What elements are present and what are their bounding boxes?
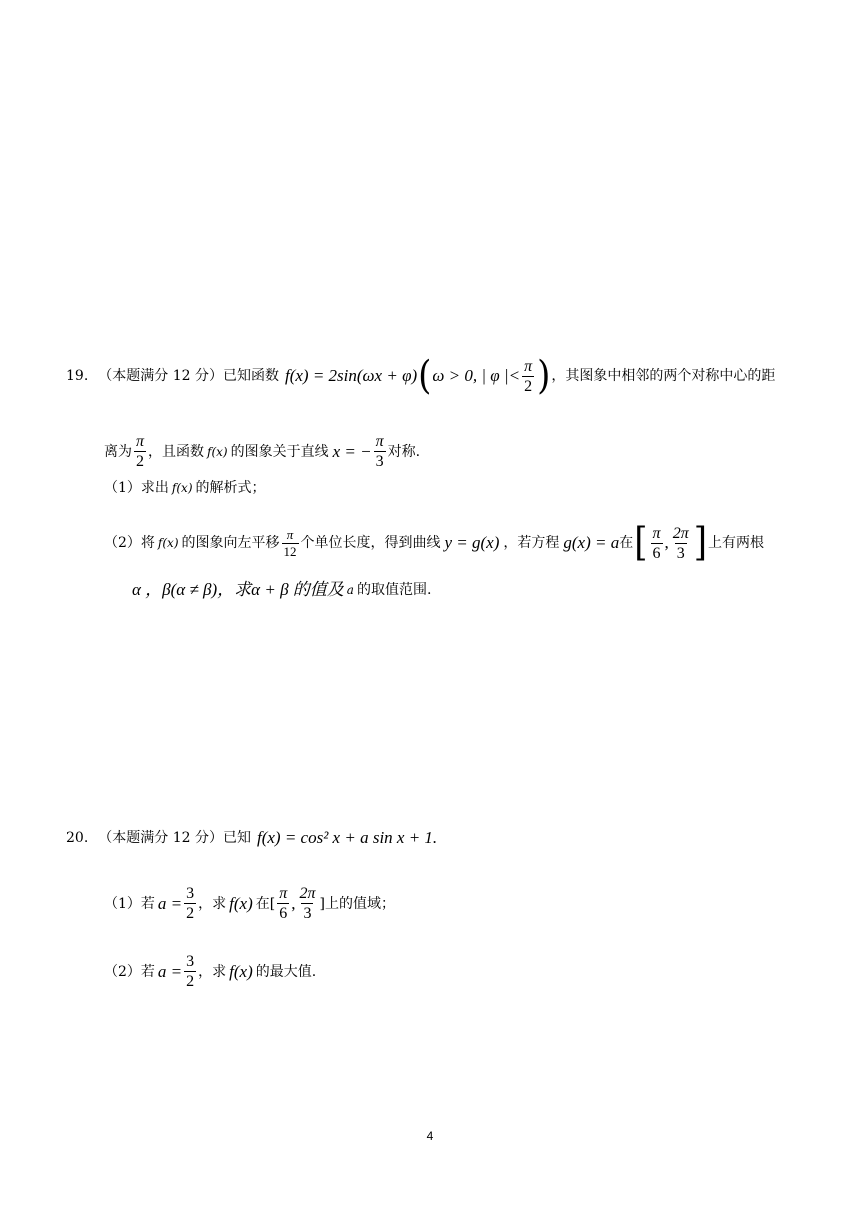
numerator: 3 (186, 953, 195, 970)
frac-pi-over-3 (374, 432, 386, 471)
q19-part-1 (104, 478, 266, 498)
denominator: 3 (676, 544, 685, 562)
frac-3-over-2 (184, 884, 196, 923)
numerator: 2π (672, 524, 689, 542)
left-paren: ( (418, 353, 432, 399)
q19-line4: α ，β(α ≠ β)，求α + β 的值及 (132, 580, 344, 599)
fx: f(x) (207, 444, 228, 459)
q19-stem-a: （本题满分 12 分）已知函数 (98, 368, 279, 384)
q19-line-2 (104, 432, 420, 471)
q19-equation: g(x) = a (563, 533, 620, 552)
q19-part2-b: 的图象向左平移 (181, 535, 280, 551)
fx: f(x) (171, 481, 193, 495)
q20-p1-b: ，求 (198, 895, 227, 912)
q19-number: 19. (66, 368, 89, 384)
q19-function: f(x) = 2sin(ωx + φ) (284, 366, 418, 385)
numerator: 2π (299, 885, 316, 902)
denominator: 3 (303, 905, 312, 922)
fx: f(x) (157, 536, 179, 550)
frac-3-over-2 (184, 952, 196, 991)
q20-p2-c: 的最大值. (255, 963, 317, 980)
numerator: π (524, 357, 533, 375)
fx: f(x) (229, 893, 253, 913)
denominator: 2 (136, 453, 144, 470)
denominator: 2 (186, 973, 195, 990)
a-equals: a = (157, 961, 183, 981)
q19-part2-e: 在 (619, 535, 634, 551)
frac-2pi-over-3 (297, 884, 317, 923)
numerator: 3 (186, 885, 195, 902)
q19-a: a (346, 583, 354, 597)
q20-p1-d: ]上的值域； (319, 895, 395, 912)
q20-stem: （本题满分 12 分）已知 (98, 830, 251, 846)
q20-number: 20. (66, 830, 89, 846)
q19-line-1 (66, 353, 776, 399)
denominator: 6 (652, 544, 661, 562)
frac-pi-over-12 (282, 527, 299, 560)
right-bracket: ] (693, 520, 708, 566)
q20-p1-a: （1）若 (104, 895, 155, 912)
numerator: π (136, 433, 145, 450)
q20-equation: f(x) = cos² x + a sin x + 1. (256, 828, 438, 847)
denominator: 2 (186, 905, 195, 922)
frac-2pi-over-3 (671, 524, 691, 563)
comma: , (291, 893, 296, 913)
q19-line-eq: x = − (332, 441, 372, 461)
denominator: 2 (524, 377, 533, 395)
q19-part2-c: 个单位长度，得到曲线 (300, 535, 441, 551)
q20-part-2 (104, 952, 316, 991)
q19-part1-a: （1）求出 (104, 480, 169, 496)
denominator: 12 (283, 543, 297, 559)
q19-part2-d: ，若方程 (503, 535, 560, 551)
comma: , (664, 533, 669, 552)
q19-line-4 (132, 580, 431, 600)
q20-p2-a: （2）若 (104, 963, 155, 980)
frac-pi-over-6 (277, 884, 289, 923)
frac-pi-over-2 (134, 432, 146, 471)
q19-line2-c: 的图象关于直线 (230, 443, 329, 460)
q19-line2-d: 对称. (387, 443, 421, 460)
a-equals: a = (157, 893, 183, 913)
q19-part2-a: （2）将 (104, 535, 155, 551)
numerator: π (652, 524, 661, 542)
page-number: 4 (426, 1129, 434, 1143)
denominator: 6 (279, 905, 288, 922)
q19-line4-b: 的取值范围. (356, 582, 432, 598)
q19-line2-a: 离为 (104, 443, 132, 460)
right-paren: ) (537, 353, 551, 399)
denominator: 3 (375, 453, 384, 470)
q19-part1-b: 的解析式； (195, 480, 266, 496)
q20-line-1 (66, 828, 437, 848)
numerator: π (375, 433, 384, 450)
q20-p1-c: 在[ (255, 895, 276, 912)
q19-part-2 (104, 520, 765, 566)
left-bracket: [ (634, 520, 648, 566)
frac-pi-over-6 (651, 524, 663, 563)
q19-curve: y = g(x) (444, 533, 500, 552)
q20-part-1 (104, 884, 395, 923)
q20-p2-b: ，求 (198, 963, 227, 980)
frac-pi-over-2 (522, 357, 534, 396)
fx: f(x) (229, 961, 253, 981)
q19-stem-b: ，其图象中相邻的两个对称中心的距 (551, 368, 776, 384)
q19-condition: ω > 0, | φ |< (432, 366, 521, 385)
q19-line2-b: ，且函数 (148, 443, 205, 460)
numerator: π (286, 526, 294, 542)
q19-part2-f: 上有两根 (708, 535, 765, 551)
numerator: π (279, 885, 288, 902)
